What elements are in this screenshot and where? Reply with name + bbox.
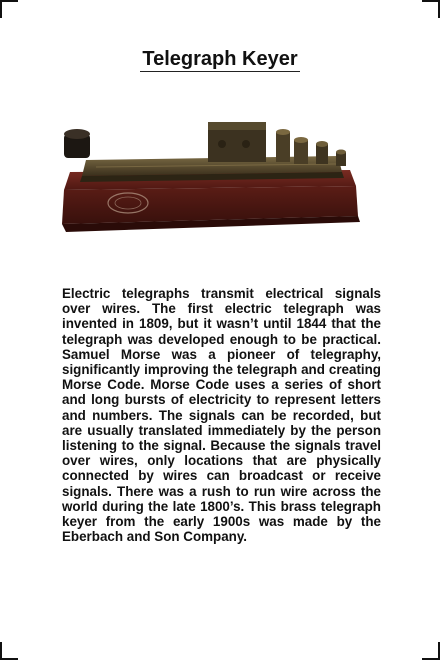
page-title-container: [0, 48, 440, 71]
telegraph-keyer-photo: [56, 112, 362, 248]
page-title: Telegraph Keyer: [142, 48, 298, 70]
description-text: Electric telegraphs transmit electrical signals over wires. The first electric telegraph was invented in 1809, but it wasn’t until 1844 that the telegraph was developed enough to be practical. Samuel Morse was a pioneer of telegraphy, significantly improving the telegraph and creating Morse Code. Morse Code uses a series of short and long bursts of electricity to represent letters and numbers. The signals can be recorded, but are usually translated immediately by the person listening to the signal. Because the signals travel over wires, only locations that are physically connected by wires can broadcast or receive signals. There was a rush to run wire across the world during the late 1800’s. This brass telegraph keyer from the early 1900s was made by the Eberbach and Son Company.: [62, 286, 381, 545]
